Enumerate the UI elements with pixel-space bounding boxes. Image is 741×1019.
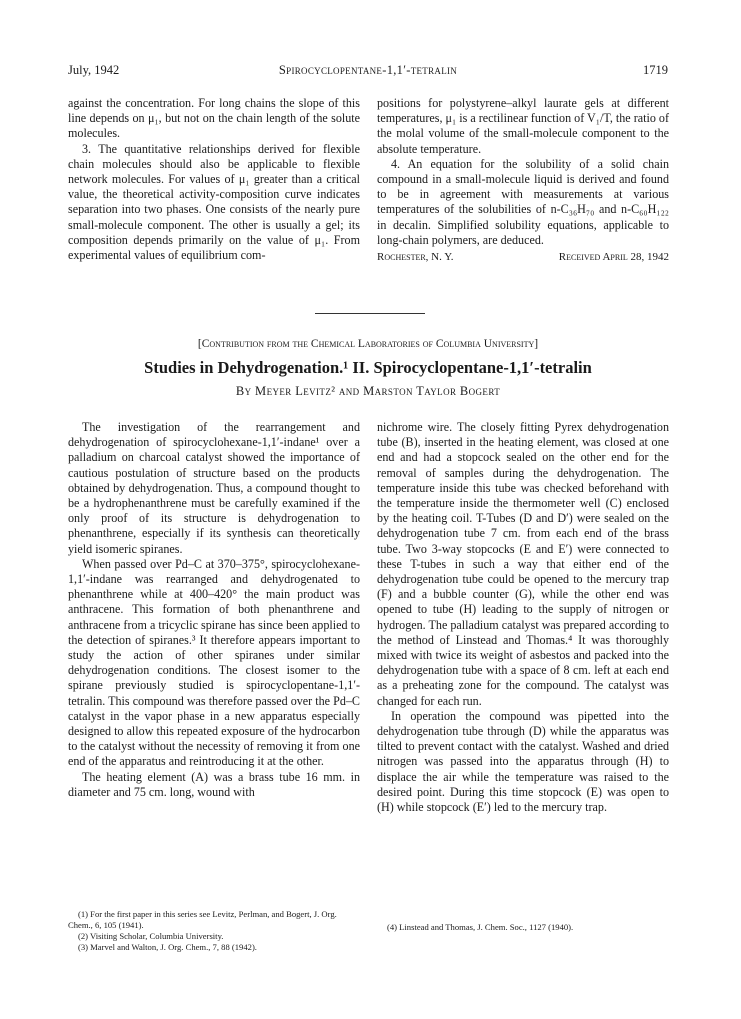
footnote: (1) For the first paper in this series see Levitz, Perlman, and Bogert, J. Org. Chem., 6, 105 (1941). xyxy=(68,909,337,930)
signature-place: Rochester, N. Y. xyxy=(377,251,454,264)
section-divider xyxy=(315,313,425,314)
header-date: July, 1942 xyxy=(68,63,120,77)
article-signature xyxy=(377,250,669,265)
page-number: 1719 xyxy=(643,63,668,77)
article-title: Studies in Dehydrogenation.¹ II. Spirocyclopentane-1,1′-tetralin xyxy=(144,358,592,377)
footnote: (4) Linstead and Thomas, J. Chem. Soc., 1127 (1940). xyxy=(387,922,574,932)
paragraph: 4. An equation for the solubility of a solid chain compound in a small-molecule liquid is derived and found to be in agreement with measurements at various temperatures of the solubilities of n-C₃₆H₇₀ and n-C₆₀H₁₂₂ in decalin. Simplified solubility equations, applicable to long-chain polymers, are deduced. xyxy=(377,156,669,247)
paragraph: nichrome wire. The closely fitting Pyrex dehydrogenation tube (B), inserted in the heating element, was closed at one end and had a stopcock sealed on the other end for the removal of samples during the dehydrogenation. The temperature inside this tube was checked beforehand with the temperature inside the thermometer well (C) enclosed by the heating coil. T-Tubes (D and D′) were sealed on the dehydrogenation tube 7 cm. from each end of the brass tube. Two 3-way stopcocks (E and E′) were connected to these T-tubes in such a way that either end of the dehydrogenation tube could be opened to the mercury trap (F) and a bubble counter (G), while the other end was opened to tube (H) leading to the supply of nitrogen or hydrogen. The palladium catalyst was prepared according to the method of Linstead and Thomas.⁴ It was thoroughly mixed with twice its weight of asbestos and packed into the dehydrogenation tube with a space of 8 cm. left at each end as a preheating zone for the compound. The catalyst was changed for each run. xyxy=(377,420,669,708)
paragraph: 3. The quantitative relationships derived for flexible chain molecules should also be applicable to flexible network molecules. For values of μ₁ greater than a critical value, the theoretical activity-composition curve indicates separation into two phases. One consists of the nearly pure small-molecule component. The other is usually a gel; its composition depends primarily on the value of μ₁. From experimental values of equilibrium com- xyxy=(68,141,360,263)
paragraph: The investigation of the rearrangement and dehydrogenation of spirocyclohexane-1,1′-indane¹ over a palladium on charcoal catalyst showed the importance of cautious postulation of structure based on the products obtained by dehydrogenation. Thus, a compound thought to be a hydrophenanthrene must be carefully examined if the only proof of its structure is dehydrogenation to phenanthrene, especially if its synthesis can theoretically yield isomeric spiranes. xyxy=(68,420,360,556)
page-header xyxy=(68,63,668,81)
prev-article-column-left xyxy=(68,96,360,263)
received-date: Received April 28, 1942 xyxy=(558,251,669,264)
article-column-right xyxy=(377,420,669,815)
paragraph: against the concentration. For long chains the slope of this line depends on μ₁, but not on the chain length of the solute molecules. xyxy=(68,96,360,141)
paragraph: The heating element (A) was a brass tube 16 mm. in diameter and 75 cm. long, wound with xyxy=(68,769,360,799)
paragraph: In operation the compound was pipetted into the dehydrogenation tube through (D) while the apparatus was tilted to prevent contact with the catalyst. Washed and dried nitrogen was passed into the apparatus through (H) to displace the air while the temperature was raised to the desired point. During this time stopcock (E) was open to (H) while stopcock (E′) led to the mercury trap. xyxy=(377,708,669,815)
article-byline: By Meyer Levitz² and Marston Taylor Bogert xyxy=(235,384,501,398)
paragraph: positions for polystyrene–alkyl laurate gels at different temperatures, μ₁ is a rectilinear function of V₁/T, the ratio of the molal volume of the small-molecule component to the absolute temperature. xyxy=(377,96,669,156)
contribution-line: [Contribution from the Chemical Laboratories of Columbia University] xyxy=(197,338,539,350)
footnotes-left xyxy=(68,909,360,953)
footnotes-right xyxy=(377,922,669,933)
running-title: Spirocyclopentane-1,1′-tetralin xyxy=(278,63,458,77)
paragraph: When passed over Pd–C at 370–375°, spirocyclohexane-1,1′-indane was rearranged and dehydrogenated to phenanthrene while at 400–420° the main product was anthracene. This formation of both phenanthrene and anthracene from a tricyclic spirane has since been applied to the detection of spiranes.³ It therefore appears important to study the action of other spiranes under similar dehydrogenation conditions. The closest isomer to the spirane previously studied is spirocyclopentane-1,1′-tetralin. This compound was therefore passed over the Pd–C catalyst in the vapor phase in a new apparatus especially designed to allow this repeated exposure of the hydrocarbon to the catalyst without the necessity of removing it from one end of the apparatus and reintroducing it at the other. xyxy=(68,556,360,769)
footnote: (3) Marvel and Walton, J. Org. Chem., 7, 88 (1942). xyxy=(78,942,257,952)
article-column-left xyxy=(68,420,360,800)
prev-article-column-right xyxy=(377,96,669,265)
footnote: (2) Visiting Scholar, Columbia University. xyxy=(78,931,224,941)
